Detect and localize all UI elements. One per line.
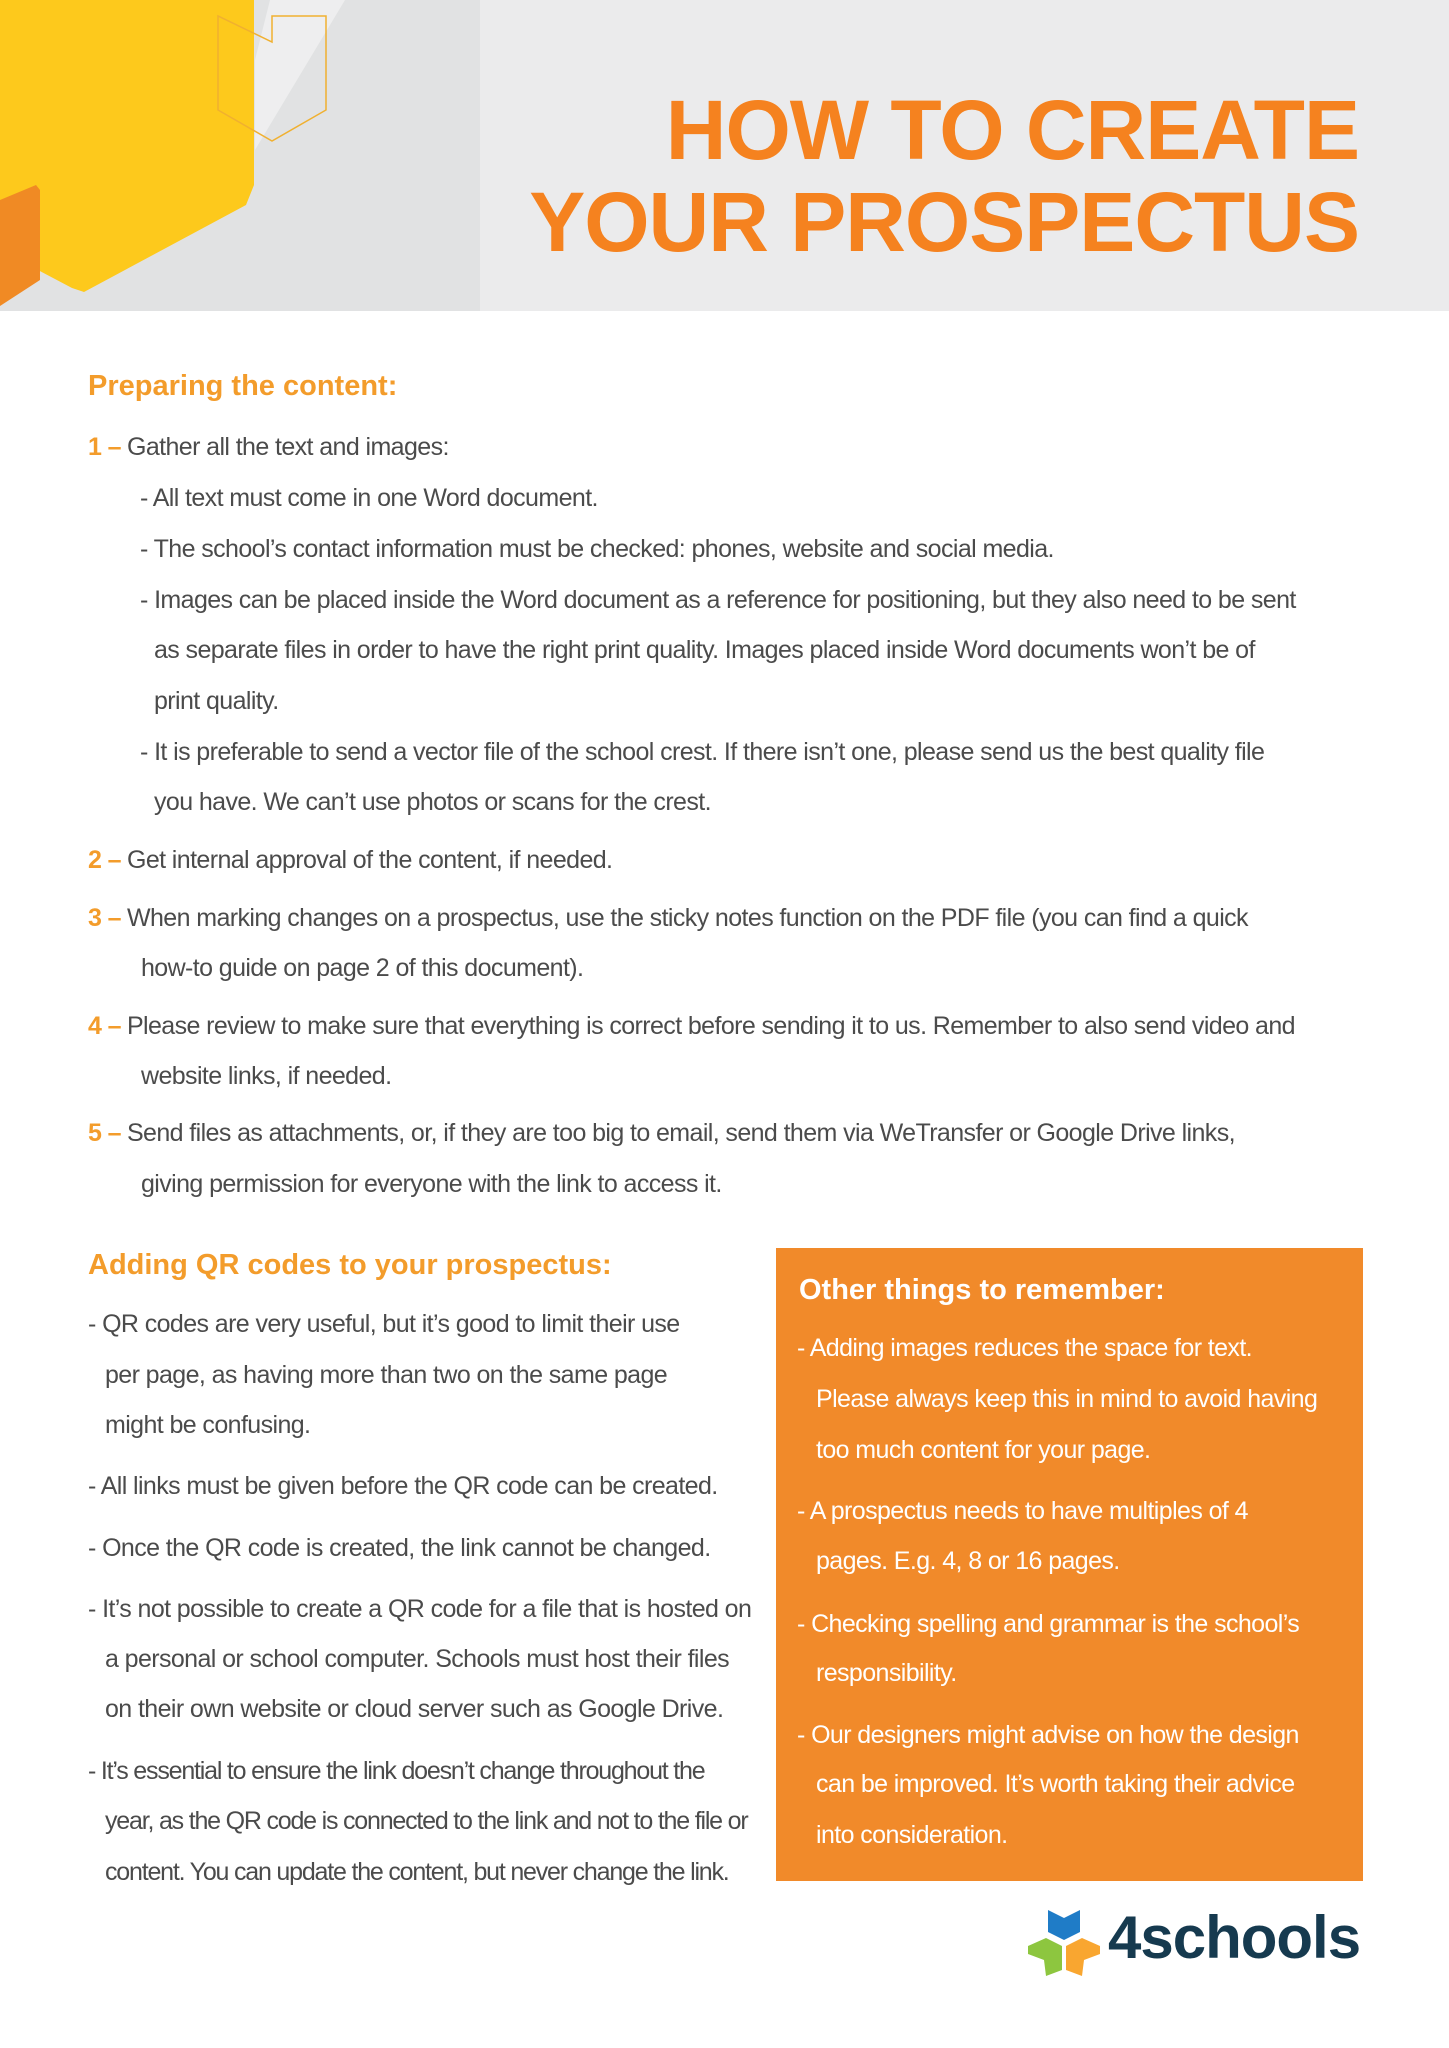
- qr-line: - It’s essential to ensure the link doesn’t change throughout the: [88, 1757, 705, 1785]
- other-heading: Other things to remember:: [799, 1274, 1165, 1306]
- header-banner: [0, 0, 1449, 311]
- step-number: 3 –: [88, 904, 121, 932]
- line-text: you have. We can’t use photos or scans for the crest.: [154, 788, 711, 816]
- other-line: too much content for your page.: [816, 1436, 1151, 1464]
- other-line: - Adding images reduces the space for text.: [797, 1334, 1253, 1362]
- other-line: - Checking spelling and grammar is the school’s: [797, 1610, 1300, 1638]
- step-number: 4 –: [88, 1012, 121, 1040]
- qr-heading: Adding QR codes to your prospectus:: [88, 1249, 612, 1281]
- other-line: can be improved. It’s worth taking their advice: [816, 1770, 1295, 1798]
- preparing-line: [140, 486, 598, 511]
- other-line: into consideration.: [816, 1821, 1008, 1849]
- other-line: pages. E.g. 4, 8 or 16 pages.: [816, 1547, 1120, 1575]
- preparing-line: [88, 848, 612, 873]
- page-title-line1: HOW TO CREATE: [665, 83, 1359, 177]
- qr-line: - All links must be given before the QR code can be created.: [88, 1472, 718, 1500]
- preparing-line: [88, 1121, 1235, 1146]
- preparing-line: [154, 689, 279, 714]
- preparing-line: [141, 956, 583, 981]
- 4schools-logo-icon: [1028, 1910, 1100, 1976]
- step-number: 1 –: [88, 433, 121, 461]
- qr-line: per page, as having more than two on the same page: [105, 1361, 668, 1389]
- line-text: Gather all the text and images:: [126, 433, 449, 461]
- page-title-line2: YOUR PROSPECTUS: [529, 175, 1359, 269]
- line-text: giving permission for everyone with the link to access it.: [141, 1170, 722, 1198]
- qr-line: - It’s not possible to create a QR code for a file that is hosted on: [88, 1595, 752, 1623]
- preparing-line: [88, 435, 449, 460]
- other-line: responsibility.: [816, 1659, 957, 1687]
- preparing-line: [154, 790, 711, 815]
- 4schools-logo-text: 4schools: [1108, 1904, 1361, 1971]
- qr-line: might be confusing.: [105, 1411, 311, 1439]
- preparing-line: [141, 1064, 391, 1089]
- preparing-heading: Preparing the content:: [88, 370, 398, 402]
- line-text: print quality.: [154, 687, 279, 715]
- preparing-line: [141, 1172, 722, 1197]
- line-text: how-to guide on page 2 of this document).: [141, 954, 584, 982]
- step-number: 5 –: [88, 1119, 121, 1147]
- preparing-line: [88, 906, 1248, 931]
- header-decor-shapes: [0, 0, 480, 311]
- line-text: - Images can be placed inside the Word document as a reference for positioning, but they also need to be sent: [140, 586, 1296, 614]
- line-text: as separate files in order to have the right print quality. Images placed inside Word documents won’t be of: [154, 636, 1255, 664]
- qr-line: - QR codes are very useful, but it’s good to limit their use: [88, 1310, 680, 1338]
- qr-line: on their own website or cloud server such as Google Drive.: [105, 1695, 724, 1723]
- other-line: Please always keep this in mind to avoid having: [816, 1385, 1318, 1413]
- qr-line: - Once the QR code is created, the link cannot be changed.: [88, 1534, 711, 1562]
- line-text: - All text must come in one Word document.: [140, 484, 598, 512]
- line-text: - The school’s contact information must be checked: phones, website and social media.: [140, 535, 1054, 563]
- preparing-line: [140, 537, 1054, 562]
- line-text: Please review to make sure that everything is correct before sending it to us. Remember to also send video and: [126, 1012, 1295, 1040]
- other-line: - Our designers might advise on how the design: [797, 1721, 1299, 1749]
- line-text: When marking changes on a prospectus, use the sticky notes function on the PDF file (you can find a quick: [126, 904, 1248, 932]
- line-text: Send files as attachments, or, if they are too big to email, send them via WeTransfer or Google Drive links,: [126, 1119, 1235, 1147]
- preparing-line: [140, 740, 1264, 765]
- preparing-line: [140, 588, 1296, 613]
- qr-line: content. You can update the content, but never change the link.: [105, 1858, 729, 1886]
- other-things-box: [776, 1248, 1363, 1881]
- other-line: - A prospectus needs to have multiples of 4: [797, 1497, 1248, 1525]
- line-text: - It is preferable to send a vector file of the school crest. If there isn’t one, please send us the best quality file: [140, 738, 1265, 766]
- line-text: Get internal approval of the content, if needed.: [126, 846, 613, 874]
- qr-line: a personal or school computer. Schools must host their files: [105, 1645, 730, 1673]
- line-text: website links, if needed.: [141, 1062, 392, 1090]
- preparing-line: [154, 638, 1255, 663]
- qr-line: year, as the QR code is connected to the link and not to the file or: [105, 1807, 748, 1835]
- step-number: 2 –: [88, 846, 121, 874]
- preparing-line: [88, 1014, 1295, 1039]
